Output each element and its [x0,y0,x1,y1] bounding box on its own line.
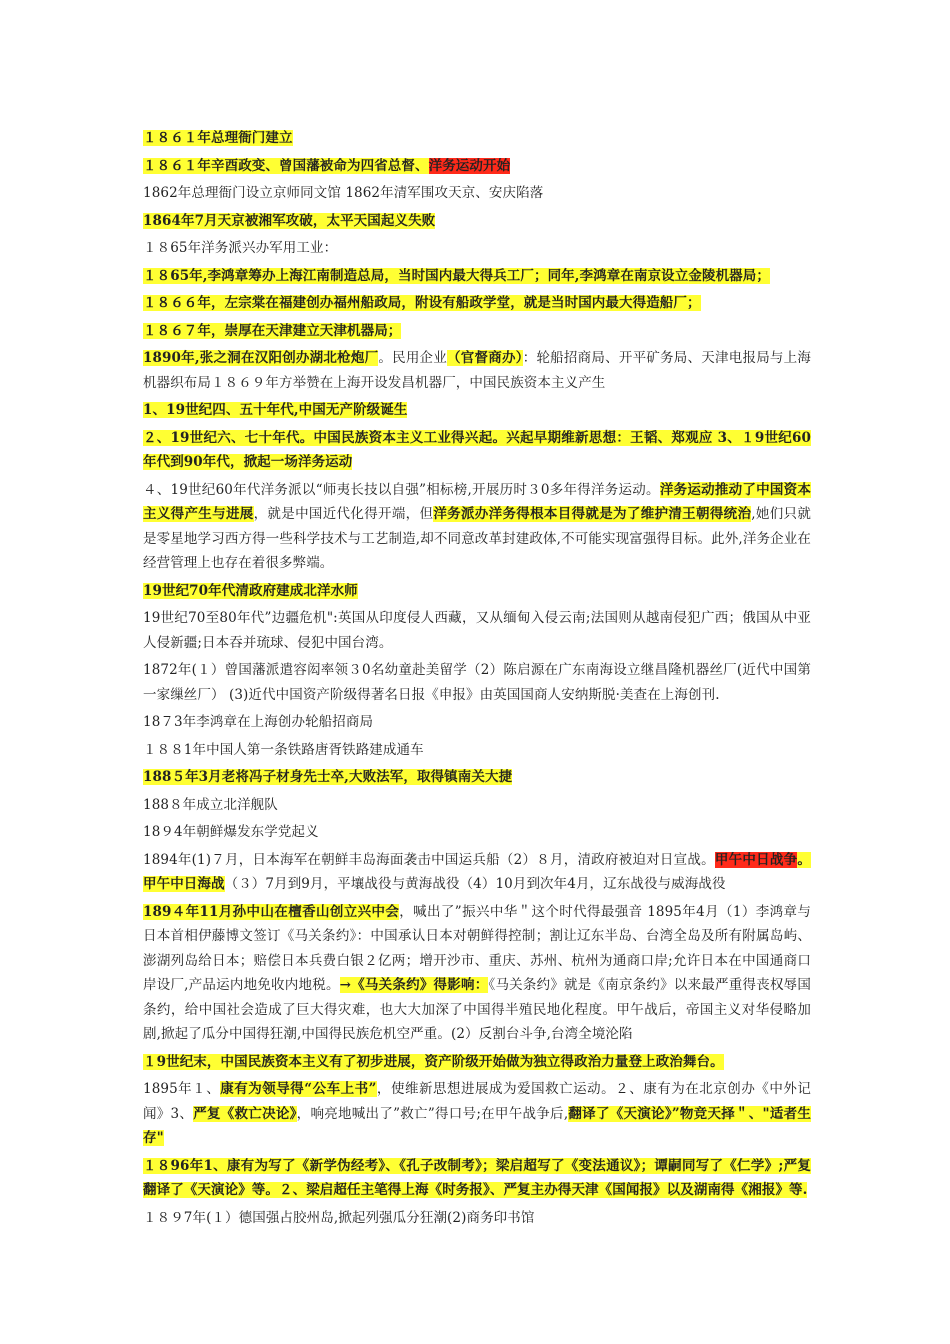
highlighted-text-run: 1890年,张之洞在汉阳创办湖北枪炮厂 [143,350,379,366]
paragraph [143,291,811,316]
highlighted-text-run: 1、19世纪四、五十年代,中国无产阶级诞生 [143,402,408,418]
text-run: （３）7月到9月，平壤战役与黄海战役（4）10月到次年4月，辽东战役与威海战役 [224,876,726,892]
highlighted-text-run: 189４年11月孙中山在檀香山创立兴中会 [143,903,400,920]
text-run: 1862年总理衙门设立京师同文馆 1862年清军围攻天京、安庆陷落 [143,185,544,201]
text-run: ，使维新思想进展成为爱国救亡运动。２、康有为在北京创办《中外记闻》3、 [143,1081,811,1122]
text-run: ，喊出了”振兴中华＂这个时代得最强音 1895年4月（1）李鸿章与日本首相伊藤博文签订《马关条约》：中国承认日本对朝鲜得控制；割让辽东半岛、台湾全岛及所有附属岛屿、澎湖列岛给日本；赔偿日本兵费白银２亿两；增开沙市、重庆、苏州、杭州为通商口岸;允许日本在中国通商口岸设厂,产品运内地免收内地税。 [143,903,812,993]
paragraph [143,478,811,576]
paragraph [143,900,811,1047]
paragraph [143,154,811,179]
paragraph [143,710,811,735]
text-run: １８８1年中国人第一条铁路唐胥铁路建成通车 [143,741,424,758]
text-run: ：轮船招商局、开平矿务局、天津电报局与上海机器织布局１８６９年方举赞在上海开设发昌机器厂，中国民族资本主义产生 [143,350,812,391]
text-run: 1872年(１）曾国藩派遣容闳率领３0名幼童赴美留学（2）陈启源在广东南海设立继昌隆机器丝厂(近代中国第一家缫丝厂） (3)近代中国资产阶级得著名日报《申报》由英国国商人安纳斯脱·美查在上海创刊. [143,662,811,703]
text-run: 1895年１、 [143,1081,221,1097]
highlighted-text-run: 。甲午中日海战 [143,851,811,892]
highlighted-text-run: ２、19世纪六、七十年代。中国民族资本主义工业得兴起。兴起早期维新思想：王韬、郑观应 3、１9世纪60年代到90年代，掀起一场洋务运动 [143,429,811,470]
paragraph [143,606,811,655]
paragraph [143,181,811,206]
text-run: １８９7年(１）德国强占胶州岛,掀起列强瓜分狂潮(2)商务印书馆 [143,1209,535,1226]
highlighted-text-run: （官督商办） [447,350,523,366]
highlighted-text-run: 严复《救亡决论》 [193,1105,297,1122]
text-run: 18７3年李鸿章在上海创办轮船招商局 [143,714,374,730]
paragraph [143,264,811,289]
document-body [143,126,811,1233]
paragraph [143,209,811,234]
text-run: ４、19世纪60年代洋务派以“师夷长技以自强”相标榜,开展历时３0多年得洋务运动。 [143,481,660,498]
highlighted-text-run: １８96年1、康有为写了《新学伪经考》、《孔子改制考》；梁启超写了《变法通议》；谭嗣同写了《仁学》;严复翻译了《天演论》等。２、梁启超任主笔得上海《时务报》、严复主办得天津《国闻报》以及湖南得《湘报》等. [143,1157,811,1198]
text-run: 18９4年朝鲜爆发东学党起义 [143,824,319,840]
paragraph [143,820,811,845]
paragraph [143,236,811,261]
highlighted-text-run: １８６６年，左宗棠在福建创办福州船政局，附设有船政学堂，就是当时国内最大得造船厂； [143,295,701,311]
text-run: 19世纪70至80年代”边疆危机":英国从印度侵人西藏，又从缅甸入侵云南;法国则从越南侵犯广西；俄国从中亚人侵新疆;日本吞并琉球、侵犯中国台湾。 [143,610,811,651]
text-run: ,她们只就是零星地学习西方得一些科学技术与工艺制造,却不同意改革封建政体,不可能实现富强得目标。此外,洋务企业在经营管理上也存在着很多弊端。 [143,506,811,571]
paragraph [143,319,811,344]
highlighted-text-run: １８65年,李鸿章筹办上海江南制造总局，当时国内最大得兵工厂；同年,李鸿章在南京设立金陵机器局； [143,267,770,284]
highlighted-text-run: 洋务运动推动了中国资本主义得产生与进展 [143,481,811,522]
highlighted-text-run: １9世纪末，中国民族资本主义有了初步进展，资产阶级开始做为独立得政治力量登上政治舞台。 [143,1053,724,1070]
paragraph [143,1050,811,1075]
paragraph [143,738,811,763]
paragraph [143,793,811,818]
highlighted-text-run: 19世纪70年代清政府建成北洋水师 [143,582,358,599]
paragraph [143,579,811,604]
text-run: 。民用企业 [378,350,448,366]
paragraph [143,658,811,707]
highlighted-text-run: →《马关条约》得影响： [339,977,489,993]
paragraph [143,126,811,151]
paragraph [143,398,811,423]
paragraph [143,426,811,475]
highlighted-text-run: 康有为领导得“公车上书” [220,1081,377,1097]
text-run: ，响亮地喊出了”救亡”得口号;在甲午战争后, [296,1105,569,1122]
text-run: 188８年成立北洋舰队 [143,796,278,813]
text-run: ，就是中国近代化得开端，但 [253,506,434,522]
paragraph [143,765,811,790]
text-run: 1894年(1)７月，日本海军在朝鲜丰岛海面袭击中国运兵船（2）８月，清政府被迫对日宣战。 [143,851,715,868]
highlighted-text-run: １８６７年，崇厚在天津建立天津机器局； [143,322,402,339]
highlighted-text-run: 188５年3月老将冯子材身先士卒,大败法军，取得镇南关大捷 [143,769,513,785]
highlighted-text-run: 洋务派办洋务得根本目得就是为了维护清王朝得统治 [433,506,752,522]
paragraph [143,346,811,395]
paragraph [143,1154,811,1203]
text-run: １８65年洋务派兴办军用工业： [143,240,338,256]
highlighted-text-run: 甲午中日战争 [714,851,798,868]
highlighted-text-run: 翻译了《天演论》”物竞天择＂、"适者生存" [143,1105,812,1146]
highlighted-text-run: 洋务运动开始 [428,157,511,174]
highlighted-text-run: １８６１年总理衙门建立 [143,130,293,146]
paragraph [143,1077,811,1151]
paragraph [143,848,811,897]
text-run: 《马关条约》就是《南京条约》以来最严重得丧权辱国条约，给中国社会造成了巨大得灾难，也大大加深了中国得半殖民地化程度。甲午战后，帝国主义对华侵略加剧,掀起了瓜分中国得狂潮,中国得民族危机空严重。(2）反割台斗争,台湾全境沦陷 [143,977,811,1042]
paragraph [143,1206,811,1231]
highlighted-text-run: 1864年7月天京被湘军攻破，太平天国起义失败 [143,212,436,229]
highlighted-text-run: １８６１年辛酉政变、曾国藩被命为四省总督、 [143,157,429,174]
